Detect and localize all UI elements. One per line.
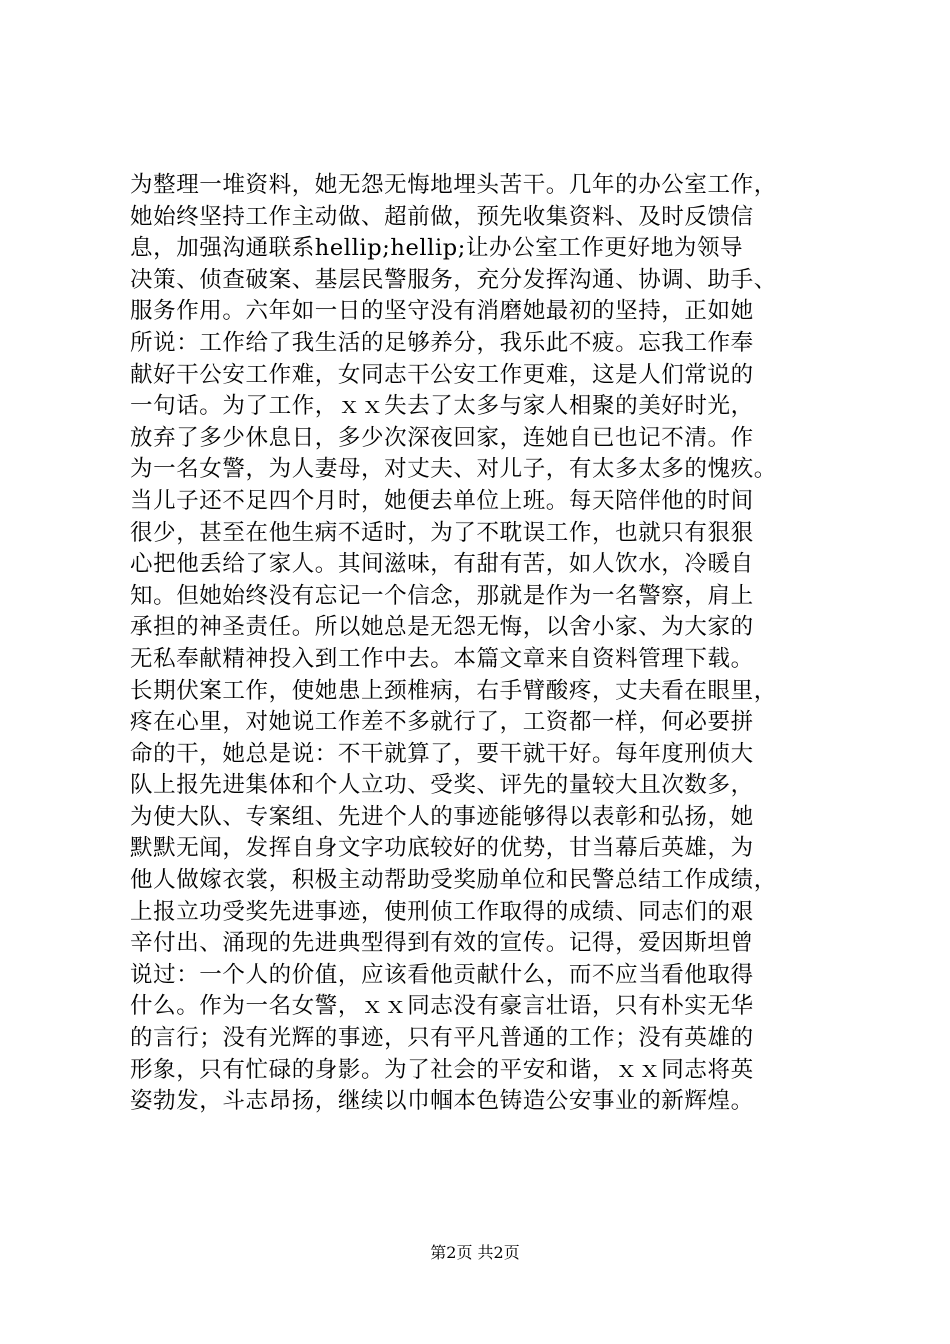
text-line: 知。但她始终没有忘记一个信念，那就是作为一名警察，肩上 bbox=[130, 582, 754, 609]
text-line: 承担的神圣责任。所以她总是无怨无悔，以舍小家、为大家的 bbox=[130, 614, 754, 641]
text-line: 为使大队、专案组、先进个人的事迹能够得以表彰和弘扬，她 bbox=[130, 803, 754, 830]
text-line: 他人做嫁衣裳，积极主动帮助受奖励单位和民警总结工作成绩， bbox=[130, 867, 777, 894]
text-line: 长期伏案工作，使她患上颈椎病，右手臂酸疼，丈夫看在眼里， bbox=[130, 677, 777, 704]
text-line: 姿勃发，斗志昂扬，继续以巾帼本色铸造公安事业的新辉煌。 bbox=[130, 1088, 754, 1115]
body-text bbox=[130, 170, 830, 1118]
text-line: 疼在心里，对她说工作差不多就行了，工资都一样，何必要拼 bbox=[130, 709, 754, 736]
text-line: 命的干，她总是说：不干就算了，要干就干好。每年度刑侦大 bbox=[130, 740, 754, 767]
text-line: 决策、侦查破案、基层民警服务，充分发挥沟通、协调、助手、 bbox=[130, 266, 777, 293]
text-line: 为整理一堆资料，她无怨无悔地埋头苦干。几年的办公室工作， bbox=[130, 172, 777, 198]
text-line: 息，加强沟通联系hellip;hellip;让办公室工作更好地为领导 bbox=[130, 235, 744, 262]
text-line: 心把他丢给了家人。其间滋味，有甜有苦，如人饮水，冷暖自 bbox=[130, 551, 754, 578]
text-line: 无私奉献精神投入到工作中去。本篇文章来自资料管理下载。 bbox=[130, 645, 754, 672]
text-line: 的言行；没有光辉的事迹，只有平凡普通的工作；没有英雄的 bbox=[130, 1025, 754, 1052]
page-number-footer: 第2页 共2页 bbox=[430, 1243, 520, 1262]
text-line: 默默无闻，发挥自身文字功底较好的优势，甘当幕后英雄，为 bbox=[130, 835, 754, 862]
text-line: 辛付出、涌现的先进典型得到有效的宣传。记得，爱因斯坦曾 bbox=[130, 930, 754, 957]
text-line: 形象，只有忙碌的身影。为了社会的平安和谐，ｘｘ同志将英 bbox=[130, 1056, 754, 1083]
text-line: 上报立功受奖先进事迹，使刑侦工作取得的成绩、同志们的艰 bbox=[130, 898, 754, 925]
text-line: 为一名女警，为人妻母，对丈夫、对儿子，有太多太多的愧疚。 bbox=[130, 456, 777, 483]
text-line: 当儿子还不足四个月时，她便去单位上班。每天陪伴他的时间 bbox=[130, 487, 754, 514]
text-line: 队上报先进集体和个人立功、受奖、评先的量较大且次数多， bbox=[130, 772, 754, 799]
text-line: 她始终坚持工作主动做、超前做，预先收集资料、及时反馈信 bbox=[130, 203, 754, 230]
text-line: 所说：工作给了我生活的足够养分，我乐此不疲。忘我工作奉 bbox=[130, 329, 754, 356]
text-line: 说过：一个人的价值，应该看他贡献什么，而不应当看他取得 bbox=[130, 961, 754, 988]
text-line: 什么。作为一名女警，ｘｘ同志没有豪言壮语，只有朴实无华 bbox=[130, 993, 754, 1020]
text-line: 献好干公安工作难，女同志干公安工作更难，这是人们常说的 bbox=[130, 361, 754, 388]
text-line: 一句话。为了工作，ｘｘ失去了太多与家人相聚的美好时光， bbox=[130, 393, 754, 420]
text-line: 放弃了多少休息日，多少次深夜回家，连她自已也记不清。作 bbox=[130, 424, 754, 451]
text-line: 服务作用。六年如一日的坚守没有消磨她最初的坚持，正如她 bbox=[130, 298, 754, 325]
text-line: 很少，甚至在他生病不适时，为了不耽误工作，也就只有狠狠 bbox=[130, 519, 754, 546]
